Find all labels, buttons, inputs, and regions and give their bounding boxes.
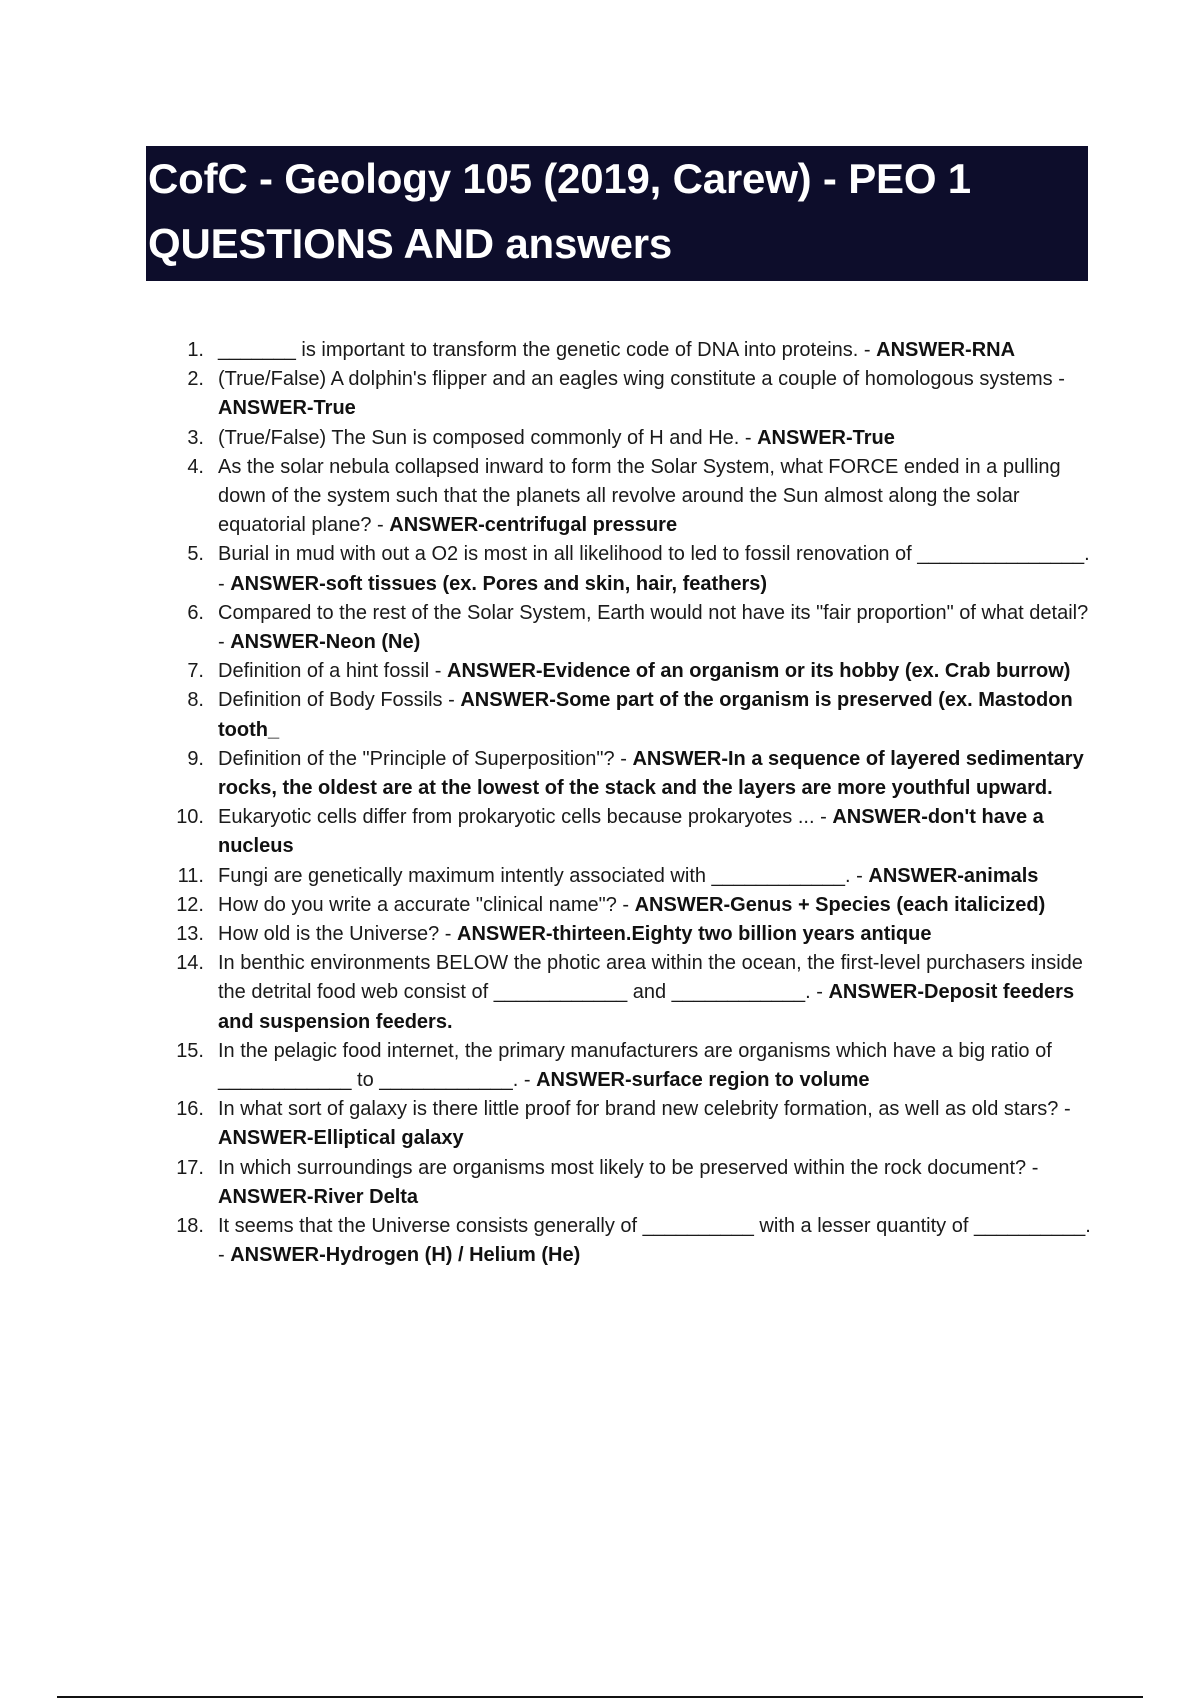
qa-number: 9.: [187, 747, 204, 770]
qa-number: 17.: [176, 1156, 204, 1179]
qa-question-text: (True/False) The Sun is composed commonly of H and He. -: [218, 426, 752, 449]
qa-item: [172, 891, 1092, 920]
qa-item: [172, 540, 1092, 598]
qa-number: 6.: [187, 601, 204, 624]
qa-answer-text: ANSWER-Some part of the organism is preserved (ex. Mastodon tooth_: [218, 689, 1073, 741]
qa-item: [172, 453, 1092, 541]
qa-item: [172, 745, 1092, 803]
qa-question-text: Definition of a hint fossil -: [218, 660, 442, 683]
qa-answer-text: ANSWER-thirteen.Eighty two billion years antique: [457, 923, 932, 946]
qa-number: 8.: [187, 689, 204, 712]
qa-item: [172, 1212, 1092, 1270]
qa-question-text: How do you write a accurate "clinical name"? -: [218, 893, 630, 916]
document-title-line-2: QUESTIONS AND answers: [148, 220, 673, 267]
qa-answer-text: ANSWER-surface region to volume: [536, 1069, 870, 1092]
qa-question-text: In which surroundings are organisms most likely to be preserved within the rock document? -: [218, 1156, 1039, 1179]
qa-answer-text: ANSWER-RNA: [876, 339, 1016, 361]
qa-answer-text: ANSWER-Deposit feeders and suspension feeders.: [218, 981, 1075, 1033]
document-title-line-1: CofC - Geology 105 (2019, Carew) - PEO 1: [148, 155, 971, 202]
qa-question-text: In what sort of galaxy is there little proof for brand new celebrity formation, as well as old stars? -: [218, 1098, 1071, 1121]
qa-item: [172, 920, 1092, 949]
qa-item: [172, 365, 1092, 423]
qa-question-text: Compared to the rest of the Solar System, Earth would not have its "fair proportion" of what detail? -: [218, 601, 1089, 654]
qa-number: 7.: [187, 660, 204, 683]
qa-number: 5.: [187, 543, 204, 566]
qa-question-text: It seems that the Universe consists generally of __________ with a lesser quantity of __________. -: [218, 1215, 1091, 1267]
qa-answer-text: ANSWER-Hydrogen (H) / Helium (He): [230, 1244, 581, 1267]
qa-number: 1.: [187, 339, 204, 361]
qa-item: [172, 803, 1092, 861]
qa-number: 2.: [187, 368, 204, 391]
qa-question-text: _______ is important to transform the genetic code of DNA into proteins. -: [218, 339, 871, 361]
qa-item: [172, 424, 1092, 453]
qa-question-text: Burial in mud with out a O2 is most in all likelihood to led to fossil renovation of _______________. -: [218, 543, 1090, 595]
qa-answer-text: ANSWER-Elliptical galaxy: [218, 1127, 464, 1150]
qa-number: 14.: [176, 952, 204, 975]
qa-number: 16.: [176, 1098, 204, 1121]
qa-question-text: In benthic environments BELOW the photic area within the ocean, the first-level purchasers inside the detrital food web consist of ____________ and ____________. -: [218, 952, 1083, 1004]
qa-question-text: Fungi are genetically maximum intently associated with ____________. -: [218, 864, 863, 887]
qa-answer-text: ANSWER-In a sequence of layered sedimentary rocks, the oldest are at the lowest of the stack and the layers are more youthful upward.: [218, 747, 1084, 800]
qa-number: 3.: [187, 426, 204, 449]
qa-answer-text: ANSWER-Evidence of an organism or its hobby (ex. Crab burrow): [447, 660, 1071, 683]
question-answer-list: [172, 336, 1092, 1271]
qa-item: [172, 1037, 1092, 1095]
qa-number: 10.: [176, 806, 204, 829]
footer-divider: [57, 1696, 1143, 1698]
qa-question-text: Definition of the "Principle of Superposition"? -: [218, 747, 627, 770]
qa-number: 12.: [176, 893, 204, 916]
title-banner: [146, 146, 1088, 281]
qa-question-text: As the solar nebula collapsed inward to form the Solar System, what FORCE ended in a pulling down of the system such that the planets all revolve around the Sun almost along the solar equatorial plane? -: [218, 455, 1061, 537]
qa-number: 18.: [176, 1215, 204, 1238]
qa-answer-text: ANSWER-Genus + Species (each italicized): [634, 893, 1046, 916]
qa-item: [172, 1154, 1092, 1212]
qa-answer-text: ANSWER-River Delta: [218, 1185, 419, 1208]
qa-item: [172, 1095, 1092, 1153]
qa-answer-text: ANSWER-don't have a nucleus: [218, 806, 1044, 858]
qa-question-text: (True/False) A dolphin's flipper and an eagles wing constitute a couple of homologous systems -: [218, 368, 1065, 391]
qa-answer-text: ANSWER-True: [757, 426, 895, 449]
qa-number: 13.: [176, 923, 204, 946]
qa-answer-text: ANSWER-animals: [868, 864, 1039, 887]
qa-item: [172, 336, 1092, 365]
qa-answer-text: ANSWER-soft tissues (ex. Pores and skin, hair, feathers): [230, 572, 768, 595]
qa-answer-text: ANSWER-True: [218, 397, 356, 420]
qa-item: [172, 686, 1092, 744]
qa-number: 15.: [176, 1039, 204, 1062]
qa-item: [172, 657, 1092, 686]
qa-answer-text: ANSWER-centrifugal pressure: [389, 514, 678, 537]
qa-question-text: In the pelagic food internet, the primary manufacturers are organisms which have a big ratio of ____________ to ____________. -: [218, 1039, 1052, 1092]
qa-item: [172, 949, 1092, 1037]
qa-number: 4.: [187, 455, 204, 478]
qa-number: 11.: [177, 864, 204, 887]
qa-question-text: Eukaryotic cells differ from prokaryotic cells because prokaryotes ... -: [218, 806, 827, 829]
qa-question-text: How old is the Universe? -: [218, 923, 452, 946]
qa-item: [172, 599, 1092, 657]
qa-item: [172, 862, 1092, 891]
qa-question-text: Definition of Body Fossils -: [218, 689, 455, 712]
qa-answer-text: ANSWER-Neon (Ne): [230, 631, 421, 654]
